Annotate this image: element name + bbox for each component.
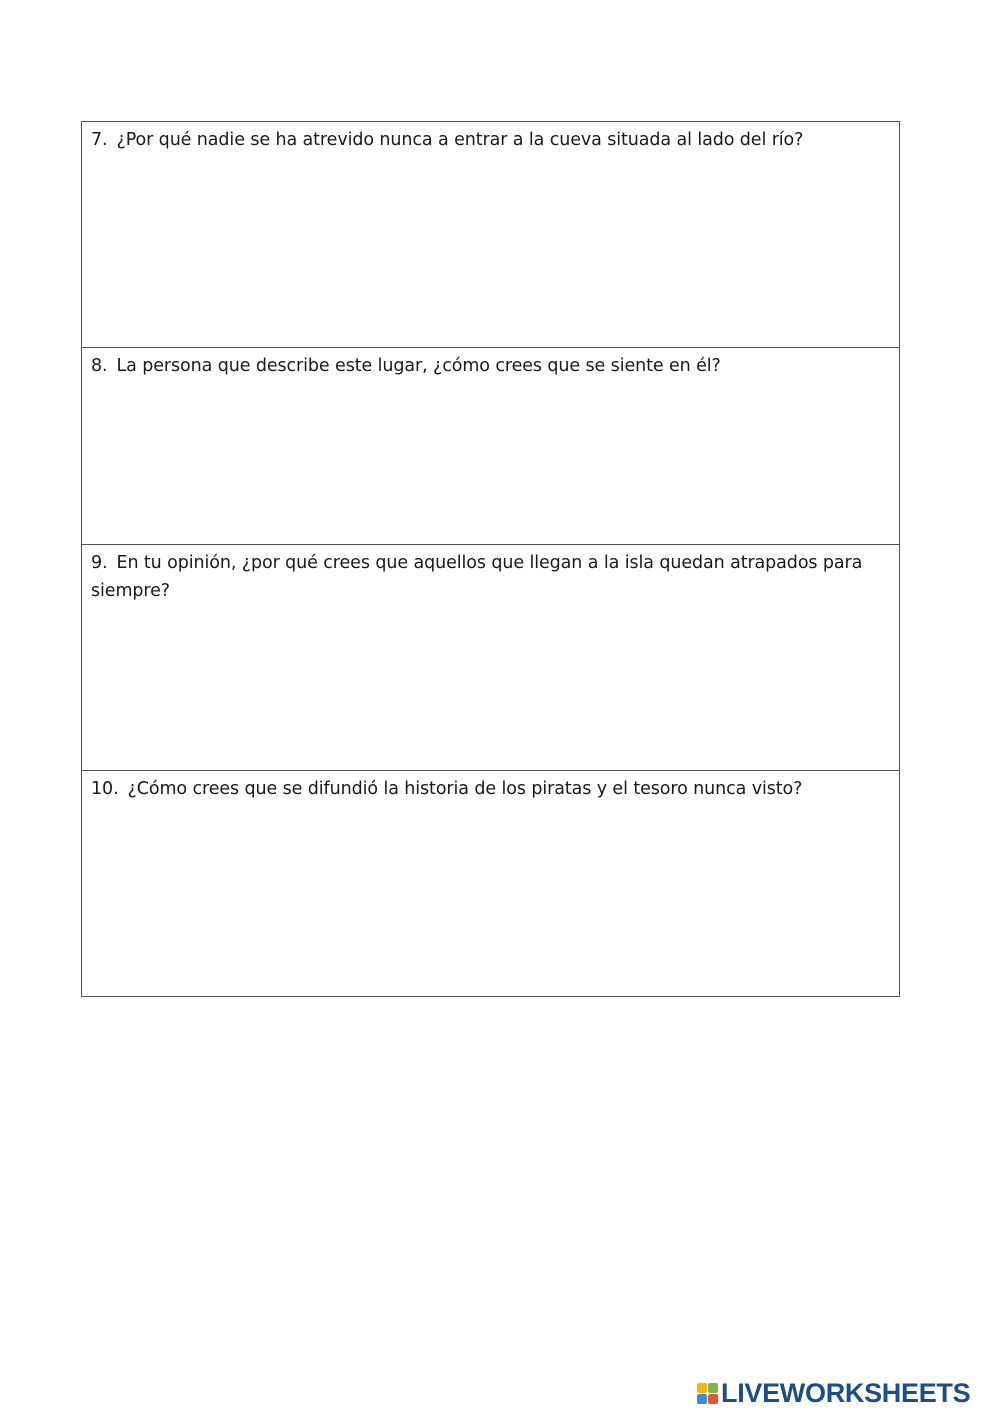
questions-table xyxy=(81,121,900,997)
question-7-cell[interactable] xyxy=(82,122,899,348)
question-text: ¿Cómo crees que se difundió la historia de los piratas y el tesoro nunca visto? xyxy=(127,779,803,799)
question-9-cell[interactable] xyxy=(82,545,899,771)
question-10-cell[interactable] xyxy=(82,771,899,996)
logo-square xyxy=(697,1383,707,1393)
question-number: 9. xyxy=(91,553,108,573)
question-8-cell[interactable] xyxy=(82,348,899,545)
question-number: 10. xyxy=(91,779,119,799)
logo-square xyxy=(697,1394,707,1404)
logo-square xyxy=(708,1383,718,1393)
question-text: ¿Por qué nadie se ha atrevido nunca a entrar a la cueva situada al lado del río? xyxy=(116,130,804,150)
liveworksheets-logo-icon xyxy=(697,1383,718,1404)
logo-square xyxy=(708,1394,718,1404)
question-number: 8. xyxy=(91,356,108,376)
question-number: 7. xyxy=(91,130,108,150)
question-text: En tu opinión, ¿por qué crees que aquellos que llegan a la isla quedan atrapados para siempre? xyxy=(91,553,863,601)
brand-name: LIVEWORKSHEETS xyxy=(721,1377,971,1408)
liveworksheets-logo xyxy=(697,1376,970,1410)
question-text: La persona que describe este lugar, ¿cómo crees que se siente en él? xyxy=(116,356,721,376)
